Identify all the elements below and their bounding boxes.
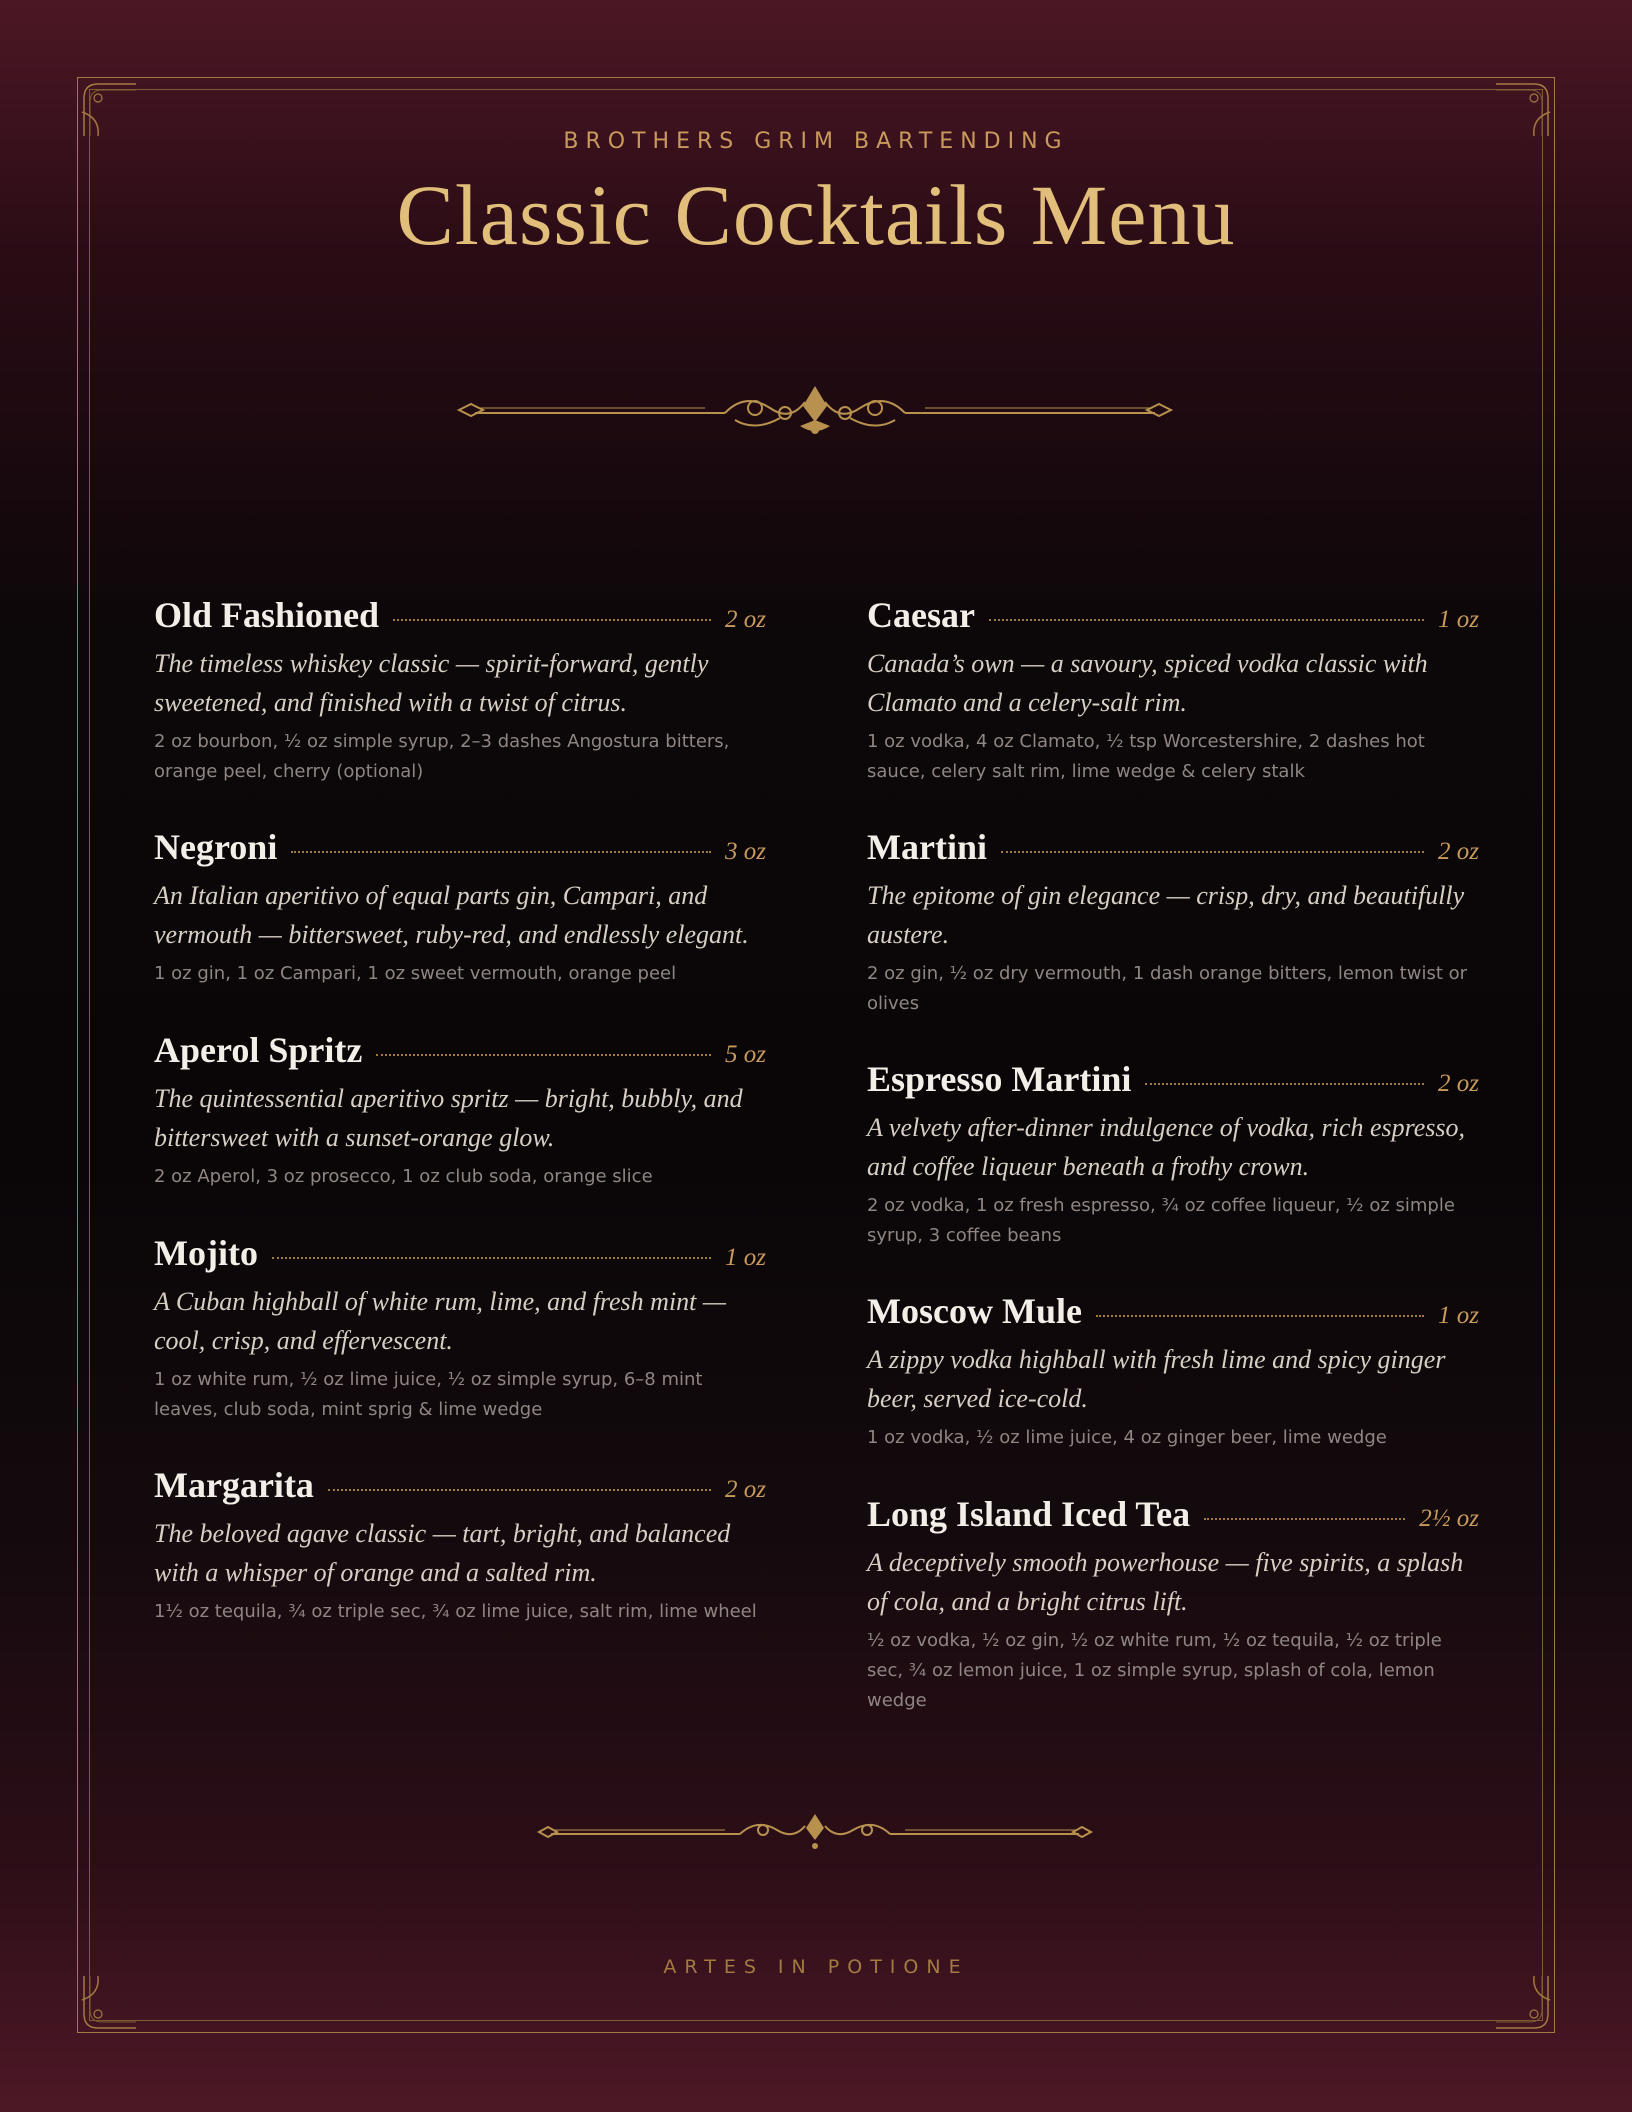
dot-leader [1001, 851, 1424, 853]
dot-leader [989, 619, 1424, 621]
item-pour: 2 oz [725, 606, 766, 633]
item-ingredients: 2 oz Aperol, 3 oz prosecco, 1 oz club soda, orange slice [154, 1166, 653, 1187]
filigree-divider-icon [535, 1810, 1095, 1854]
menu-column-left [154, 594, 766, 1627]
dot-leader [393, 619, 711, 621]
item-description: The epitome of gin elegance — crisp, dry, and beautifully austere. [867, 881, 1465, 949]
item-pour: 5 oz [725, 1041, 766, 1068]
menu-item [154, 1232, 766, 1464]
corner-flourish-icon [1494, 1974, 1554, 2034]
item-name: Mojito [154, 1233, 258, 1273]
filigree-divider-icon [455, 380, 1175, 440]
item-pour: 1 oz [1438, 1302, 1479, 1329]
menu-item [154, 826, 766, 1029]
item-ingredients: 2 oz vodka, 1 oz fresh espresso, ¾ oz coffee liqueur, ½ oz simple syrup, 3 coffee beans [867, 1195, 1455, 1246]
item-description: The quintessential aperitivo spritz — bright, bubbly, and bittersweet with a sunset-orange glow. [154, 1084, 743, 1152]
dot-leader [1145, 1083, 1424, 1085]
menu-item [867, 1058, 1479, 1290]
menu-item [154, 1029, 766, 1232]
item-description: An Italian aperitivo of equal parts gin, Campari, and vermouth — bittersweet, ruby-red, and endlessly elegant. [154, 881, 749, 949]
item-description: A zippy vodka highball with fresh lime and spicy ginger beer, served ice-cold. [867, 1345, 1446, 1413]
item-description: A deceptively smooth powerhouse — five spirits, a splash of cola, and a bright citrus lift. [867, 1548, 1464, 1616]
item-pour: 2 oz [1438, 838, 1479, 865]
dot-leader [328, 1489, 711, 1491]
item-name: Aperol Spritz [154, 1030, 363, 1070]
item-pour: 2½ oz [1419, 1505, 1479, 1532]
item-name: Caesar [867, 595, 975, 635]
item-pour: 1 oz [725, 1244, 766, 1271]
dot-leader [1096, 1315, 1424, 1317]
footer-motto: ARTES IN POTIONE [663, 1956, 969, 1978]
item-ingredients: 1 oz gin, 1 oz Campari, 1 oz sweet vermouth, orange peel [154, 963, 677, 984]
item-name: Martini [867, 827, 987, 867]
item-ingredients: 1 oz vodka, 4 oz Clamato, ½ tsp Worcestershire, 2 dashes hot sauce, celery salt rim, lime wedge & celery stalk [867, 731, 1425, 782]
item-description: Canada’s own — a savoury, spiced vodka classic with Clamato and a celery-salt rim. [867, 649, 1428, 717]
corner-flourish-icon [78, 1974, 138, 2034]
item-ingredients: 2 oz gin, ½ oz dry vermouth, 1 dash orange bitters, lemon twist or olives [867, 963, 1468, 1014]
item-ingredients: 1 oz white rum, ½ oz lime juice, ½ oz simple syrup, 6–8 mint leaves, club soda, mint sprig & lime wedge [154, 1369, 703, 1420]
item-ingredients: 1½ oz tequila, ¾ oz triple sec, ¾ oz lime juice, salt rim, lime wheel [154, 1601, 757, 1622]
item-name: Margarita [154, 1465, 314, 1505]
dot-leader [376, 1054, 711, 1056]
item-name: Old Fashioned [154, 595, 380, 635]
dot-leader [1204, 1518, 1405, 1520]
item-description: A velvety after-dinner indulgence of vodka, rich espresso, and coffee liqueur beneath a frothy crown. [867, 1113, 1466, 1181]
menu-item [867, 1290, 1479, 1493]
item-pour: 2 oz [1438, 1070, 1479, 1097]
menu-item [867, 1493, 1479, 1716]
item-name: Moscow Mule [867, 1291, 1082, 1331]
item-pour: 1 oz [1438, 606, 1479, 633]
item-name: Espresso Martini [867, 1059, 1132, 1099]
menu-item [154, 594, 766, 826]
item-ingredients: 1 oz vodka, ½ oz lime juice, 4 oz ginger beer, lime wedge [867, 1427, 1387, 1448]
dot-leader [291, 851, 711, 853]
item-name: Long Island Iced Tea [867, 1494, 1191, 1534]
item-name: Negroni [154, 827, 278, 867]
brand-name: BROTHERS GRIM BARTENDING [563, 129, 1069, 154]
item-description: A Cuban highball of white rum, lime, and fresh mint — cool, crisp, and effervescent. [154, 1287, 727, 1355]
item-pour: 3 oz [725, 838, 766, 865]
menu-item [867, 594, 1479, 826]
menu-item [867, 826, 1479, 1058]
item-ingredients: 2 oz bourbon, ½ oz simple syrup, 2–3 dashes Angostura bitters, orange peel, cherry (optional) [154, 731, 730, 782]
page-title: Classic Cocktails Menu [396, 167, 1236, 263]
dot-leader [272, 1257, 711, 1259]
item-description: The beloved agave classic — tart, bright, and balanced with a whisper of orange and a salted rim. [154, 1519, 731, 1587]
menu-item [154, 1464, 766, 1627]
item-pour: 2 oz [725, 1476, 766, 1503]
item-ingredients: ½ oz vodka, ½ oz gin, ½ oz white rum, ½ oz tequila, ½ oz triple sec, ¾ oz lemon juice, 1 oz simple syrup, splash of cola, lemon wedge [867, 1630, 1442, 1711]
menu-column-right [867, 594, 1479, 1716]
item-description: The timeless whiskey classic — spirit-forward, gently sweetened, and finished with a twist of citrus. [154, 649, 709, 717]
